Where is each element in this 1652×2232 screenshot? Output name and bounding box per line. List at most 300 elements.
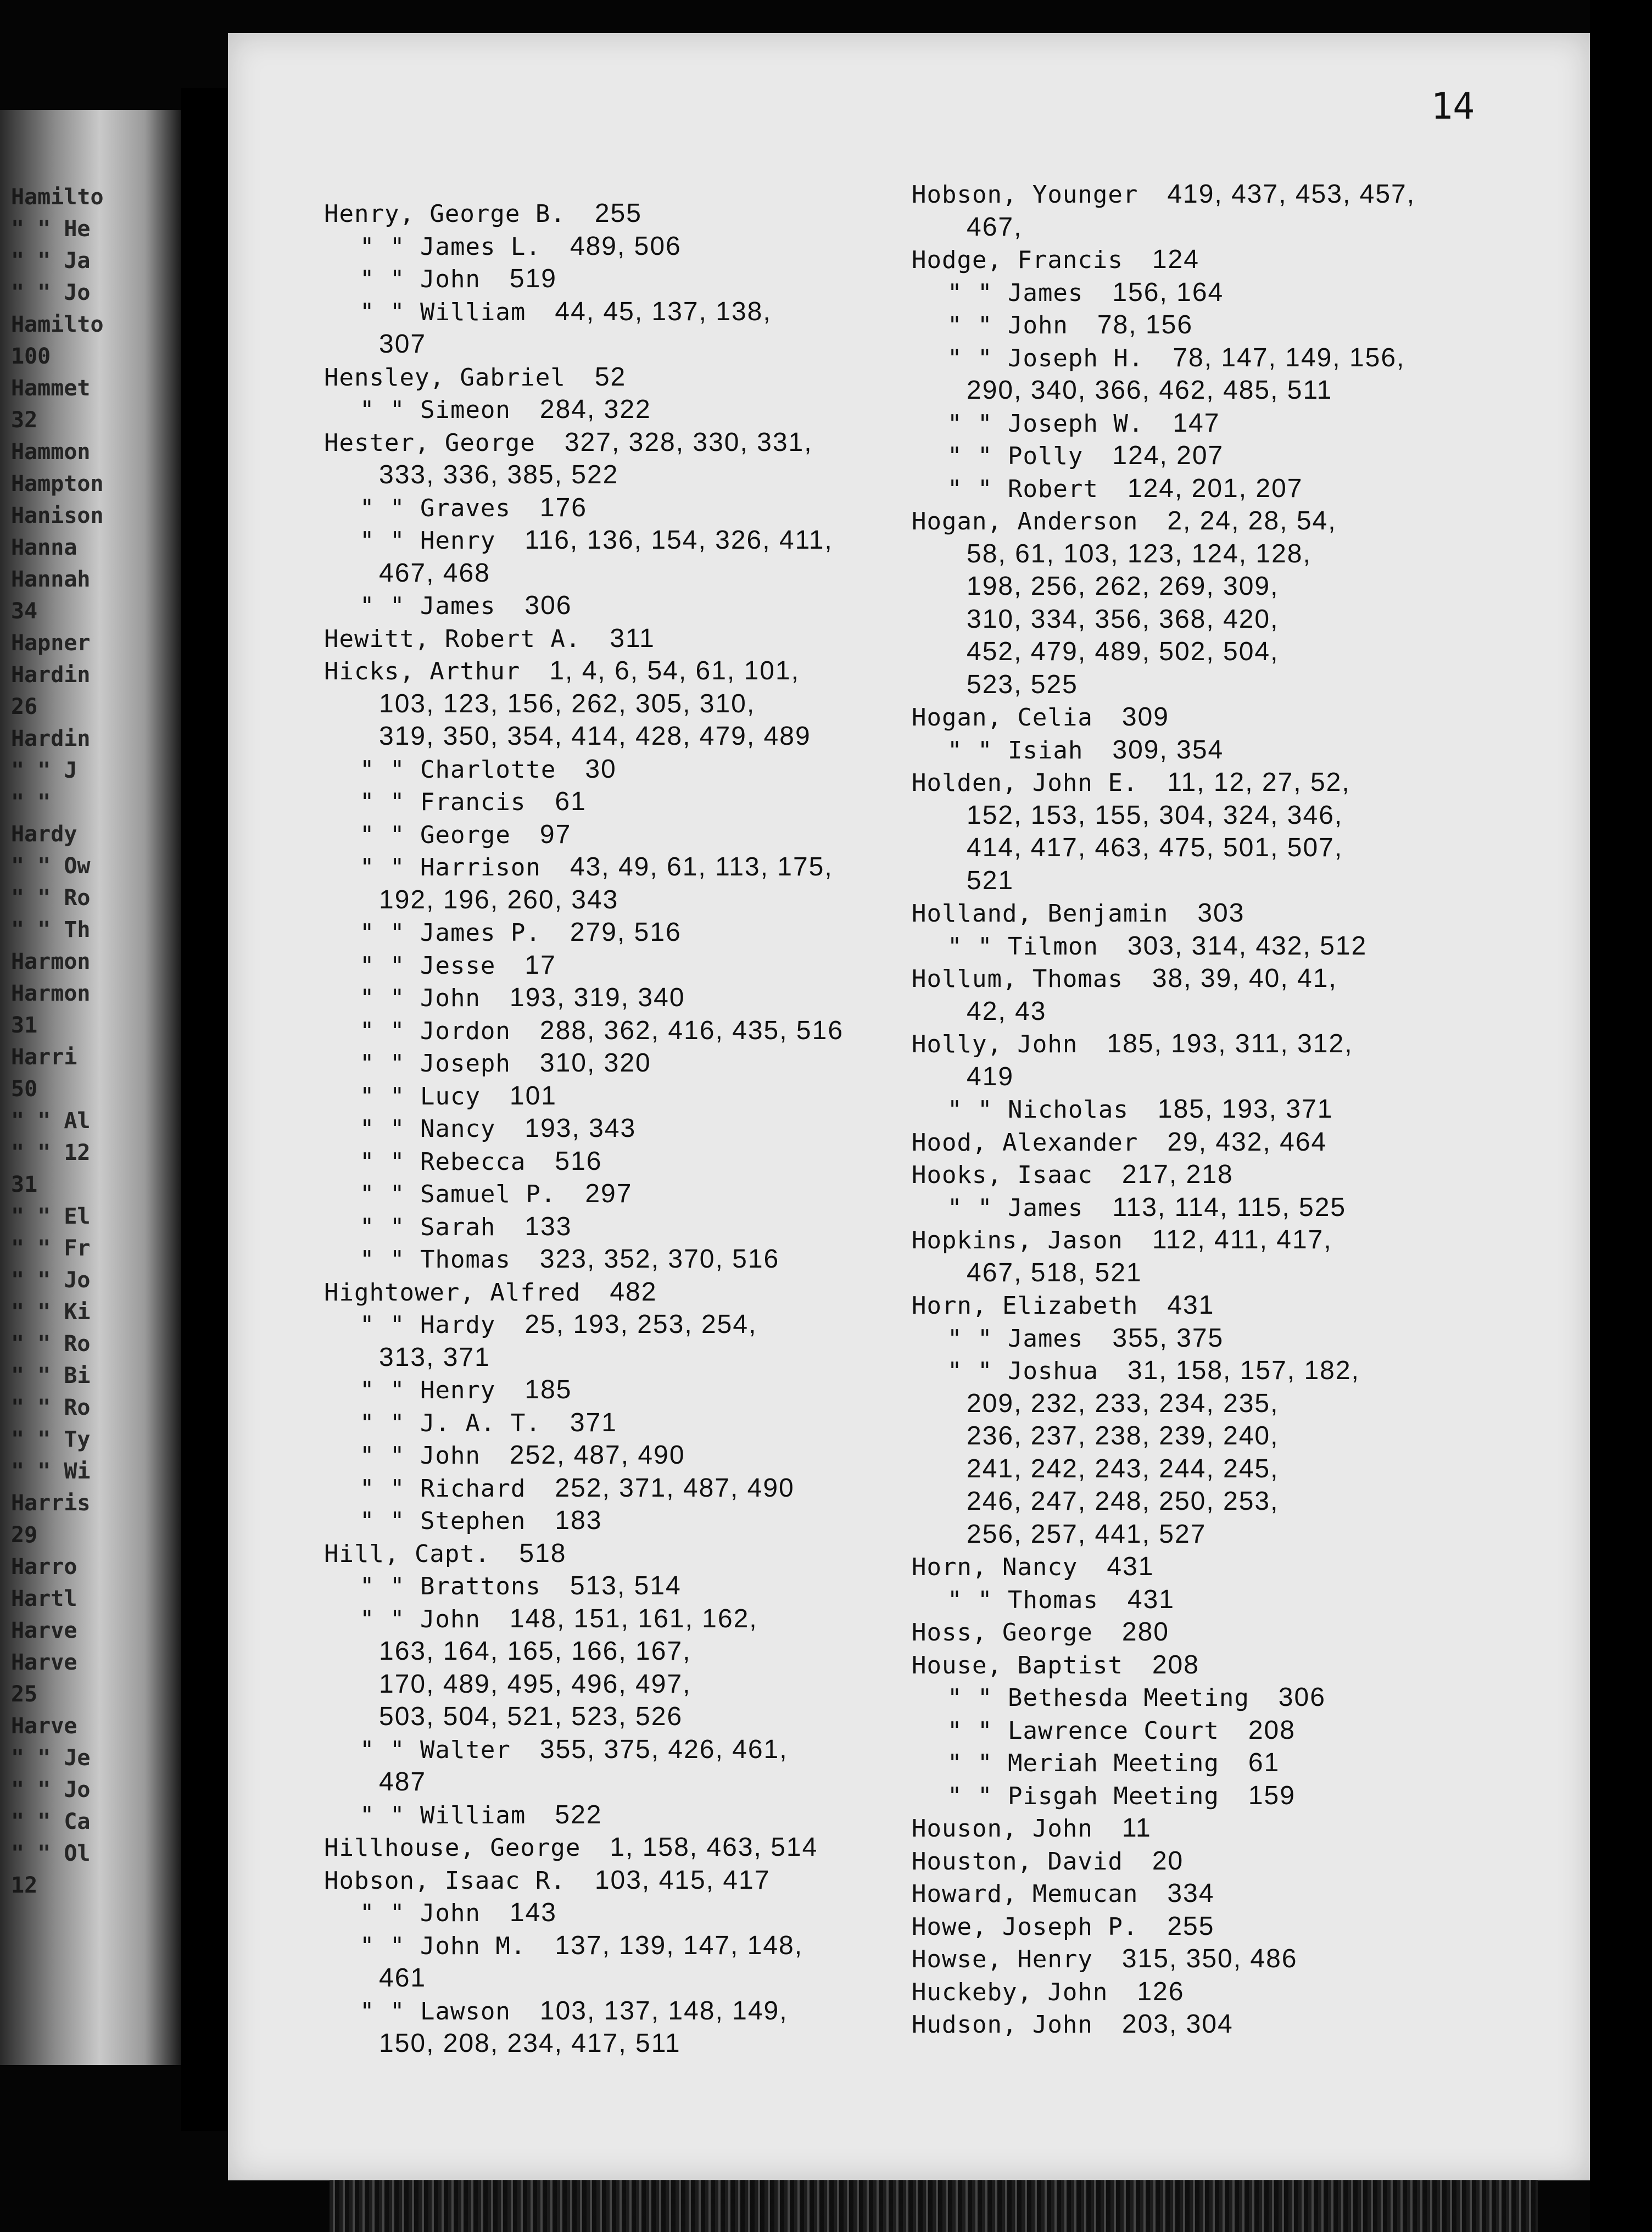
entry-pages: 11 — [1121, 1814, 1152, 1843]
index-entry — [324, 1439, 901, 1472]
index-entry — [324, 1309, 901, 1342]
entry-pages: 203, 304 — [1121, 2010, 1234, 2039]
index-entry — [324, 1243, 901, 1276]
entry-pages: 52 — [594, 362, 627, 392]
index-entry — [912, 505, 1543, 538]
previous-page-fragment: Hartl — [11, 1586, 77, 1611]
entry-name: Hensley, Gabriel — [324, 363, 566, 392]
index-entry-continuation — [912, 996, 1543, 1029]
entry-pages: 255 — [1167, 1911, 1215, 1941]
index-entry-continuation — [912, 1519, 1543, 1552]
entry-pages: 25, 193, 253, 254, — [524, 1310, 757, 1339]
entry-pages: 519 — [509, 264, 557, 293]
index-entry-continuation — [912, 604, 1543, 637]
entry-pages: 327, 328, 330, 331, — [564, 427, 813, 457]
index-entry-continuation — [324, 459, 901, 492]
entry-name: " " Robert — [947, 475, 1098, 503]
index-entry — [912, 1028, 1543, 1061]
entry-pages: 78, 147, 149, 156, — [1173, 343, 1405, 372]
entry-pages: 185 — [524, 1375, 572, 1404]
entry-pages: 513, 514 — [570, 1571, 682, 1600]
entry-pages: 124, 207 — [1112, 441, 1224, 470]
index-entry — [324, 1080, 901, 1113]
index-entry — [912, 1747, 1543, 1780]
index-entry — [912, 767, 1543, 800]
previous-page-fragment: " " Ro — [11, 1395, 91, 1420]
index-entry-continuation — [912, 800, 1543, 833]
index-entry-continuation — [324, 1669, 901, 1701]
index-entry — [324, 950, 901, 983]
entry-name: " " Lawson — [360, 1997, 511, 2025]
index-entry — [324, 590, 901, 623]
entry-pages: 150, 208, 234, 417, 511 — [379, 2029, 681, 2058]
entry-pages: 288, 362, 416, 435, 516 — [539, 1015, 844, 1045]
entry-pages: 279, 516 — [570, 918, 682, 947]
entry-pages: 284, 322 — [539, 395, 651, 424]
previous-page-fragment: Hanna — [11, 535, 77, 560]
previous-page-fragment: 100 — [11, 344, 51, 369]
entry-name: Hopkins, Jason — [912, 1226, 1123, 1254]
entry-name: " " George — [360, 821, 511, 849]
entry-pages: 307 — [379, 330, 427, 359]
previous-page-fragment: Hammet — [11, 376, 91, 401]
previous-page-fragment: Hardy — [11, 822, 77, 847]
entry-name: " " James L. — [360, 232, 541, 261]
index-entry — [324, 1995, 901, 2028]
index-entry — [912, 2008, 1543, 2041]
previous-page-fragment: Hamilto — [11, 312, 104, 337]
entry-pages: 467, 518, 521 — [967, 1258, 1142, 1287]
entry-pages: 103, 415, 417 — [594, 1865, 771, 1895]
entry-pages: 355, 375 — [1112, 1323, 1224, 1353]
entry-pages: 137, 139, 147, 148, — [555, 1930, 803, 1960]
index-entry — [912, 342, 1543, 375]
entry-name: Hollum, Thomas — [912, 965, 1123, 993]
entry-name: " " John M. — [360, 1932, 526, 1960]
index-entry — [324, 982, 901, 1015]
entry-pages: 29, 432, 464 — [1167, 1127, 1327, 1157]
entry-pages: 126 — [1137, 1977, 1185, 2006]
entry-pages: 170, 489, 495, 496, 497, — [379, 1669, 691, 1699]
entry-name: " " Richard — [360, 1474, 526, 1503]
index-entry — [912, 1323, 1543, 1355]
entry-pages: 290, 340, 366, 462, 485, 511 — [967, 376, 1333, 405]
index-entry — [324, 1407, 901, 1440]
index-entry — [324, 1047, 901, 1080]
previous-page-fragment: 26 — [11, 694, 38, 719]
previous-page-fragment: 31 — [11, 1013, 38, 1038]
index-entry-continuation — [324, 688, 901, 721]
entry-pages: 311 — [610, 623, 655, 653]
previous-page-fragment: 50 — [11, 1076, 38, 1102]
entry-name: " " John — [360, 265, 481, 293]
entry-pages: 11, 12, 27, 52, — [1167, 768, 1350, 797]
previous-page-fragment: Harris — [11, 1491, 91, 1516]
index-entry-continuation — [912, 538, 1543, 571]
entry-pages: 518 — [519, 1538, 567, 1568]
index-entry-continuation — [324, 328, 901, 361]
entry-name: " " Tilmon — [947, 932, 1098, 961]
previous-page-fragment: " " Je — [11, 1745, 91, 1771]
entry-pages: 208 — [1152, 1650, 1199, 1679]
index-entry-continuation — [912, 865, 1543, 898]
entry-pages: 487 — [379, 1767, 427, 1796]
entry-name: Horn, Nancy — [912, 1553, 1078, 1581]
index-entry — [324, 263, 901, 296]
index-entry — [324, 1146, 901, 1179]
index-entry — [912, 1584, 1543, 1617]
previous-page-fragment: 12 — [11, 1873, 38, 1898]
index-entry — [912, 930, 1543, 963]
index-entry — [324, 198, 901, 231]
index-entry-continuation — [912, 1453, 1543, 1486]
entry-pages: 44, 45, 137, 138, — [555, 297, 772, 326]
previous-page-fragment: " " Ca — [11, 1809, 91, 1834]
index-entry — [912, 1126, 1543, 1159]
entry-name: Hillhouse, George — [324, 1834, 581, 1862]
index-entry-continuation — [324, 884, 901, 917]
entry-name: " " Stephen — [360, 1507, 526, 1535]
entry-pages: 43, 49, 61, 113, 175, — [570, 852, 833, 881]
entry-pages: 419, 437, 453, 457, — [1167, 180, 1416, 209]
entry-pages: 2, 24, 28, 54, — [1167, 506, 1337, 535]
entry-pages: 461 — [379, 1963, 427, 1993]
index-entry — [912, 178, 1543, 211]
previous-page-fragment: " " Fr — [11, 1236, 91, 1261]
index-entry — [324, 1570, 901, 1603]
index-entry — [912, 1290, 1543, 1323]
index-entry — [912, 440, 1543, 473]
entry-pages: 101 — [509, 1081, 557, 1111]
index-entry — [912, 1976, 1543, 2009]
index-entry — [324, 754, 901, 786]
entry-name: " " Graves — [360, 494, 511, 522]
entry-name: " " William — [360, 298, 526, 326]
entry-name: " " Henry — [360, 1376, 496, 1404]
index-entry-continuation — [912, 1257, 1543, 1290]
entry-name: " " Thomas — [947, 1586, 1098, 1614]
entry-pages: 246, 247, 248, 250, 253, — [967, 1487, 1279, 1516]
entry-name: Howe, Joseph P. — [912, 1912, 1138, 1941]
entry-pages: 309, 354 — [1112, 735, 1224, 765]
entry-name: Holly, John — [912, 1030, 1078, 1058]
index-entry-continuation — [912, 1388, 1543, 1421]
previous-page-fragment: " " 12 — [11, 1140, 91, 1165]
previous-page-fragment: Harri — [11, 1045, 77, 1070]
index-entry — [912, 1355, 1543, 1388]
entry-pages: 1, 158, 463, 514 — [610, 1833, 818, 1862]
index-entry — [912, 244, 1543, 277]
index-entry — [324, 1211, 901, 1244]
entry-pages: 482 — [610, 1277, 657, 1307]
index-entry — [912, 408, 1543, 440]
previous-page-fragment: Hammon — [11, 439, 91, 465]
index-entry — [912, 1192, 1543, 1225]
entry-pages: 17 — [524, 950, 556, 980]
index-entry — [324, 1865, 901, 1898]
entry-name: " " Joshua — [947, 1357, 1098, 1385]
entry-name: " " John — [360, 1899, 481, 1927]
entry-name: " " Joseph H. — [947, 344, 1144, 372]
index-entry — [912, 1551, 1543, 1584]
entry-name: " " J. A. T. — [360, 1409, 541, 1437]
entry-name: " " Lawrence Court — [947, 1716, 1219, 1745]
scan-noise — [330, 2180, 1538, 2232]
entry-name: " " James P. — [360, 919, 541, 947]
entry-pages: 522 — [555, 1800, 602, 1829]
index-entry — [912, 1911, 1543, 1944]
entry-name: " " Harrison — [360, 853, 541, 881]
entry-pages: 30 — [585, 754, 617, 784]
entry-pages: 192, 196, 260, 343 — [379, 885, 619, 914]
entry-pages: 303 — [1197, 899, 1245, 928]
index-entry-continuation — [912, 571, 1543, 604]
previous-page-fragment: " " He — [11, 216, 91, 242]
entry-pages: 297 — [585, 1179, 633, 1208]
entry-pages: 163, 164, 165, 166, 167, — [379, 1637, 691, 1666]
entry-name: Henry, George B. — [324, 200, 566, 228]
entry-pages: 252, 371, 487, 490 — [555, 1473, 795, 1503]
entry-pages: 1, 4, 6, 54, 61, 101, — [549, 656, 800, 685]
previous-page-fragment: Harve — [11, 1650, 77, 1675]
index-entry — [912, 473, 1543, 506]
index-entry — [324, 1178, 901, 1211]
index-entry — [912, 309, 1543, 342]
entry-name: " " John — [360, 984, 481, 1012]
entry-name: " " James — [947, 1193, 1084, 1222]
index-entry-continuation — [912, 1486, 1543, 1519]
entry-name: " " John — [360, 1442, 481, 1470]
entry-pages: 143 — [509, 1898, 557, 1927]
entry-name: " " James — [947, 1324, 1084, 1353]
entry-pages: 176 — [539, 493, 587, 522]
entry-pages: 467, 468 — [379, 558, 490, 588]
previous-page-fragment: Hamilto — [11, 185, 104, 210]
entry-pages: 152, 153, 155, 304, 324, 346, — [967, 800, 1343, 830]
index-entry-continuation — [324, 1342, 901, 1375]
entry-name: " " Nancy — [360, 1115, 496, 1143]
entry-pages: 306 — [1278, 1683, 1326, 1712]
index-entry — [912, 897, 1543, 930]
previous-page-fragment: " " Th — [11, 917, 91, 942]
entry-pages: 371 — [570, 1408, 617, 1437]
page-number: 14 — [1431, 85, 1475, 127]
index-entry — [324, 427, 901, 460]
index-entry — [912, 1649, 1543, 1682]
entry-pages: 112, 411, 417, — [1152, 1225, 1332, 1254]
index-entry — [324, 786, 901, 819]
entry-pages: 148, 151, 161, 162, — [509, 1604, 758, 1633]
entry-pages: 467, — [967, 212, 1023, 242]
entry-name: Huckeby, John — [912, 1978, 1108, 2006]
entry-pages: 452, 479, 489, 502, 504, — [967, 637, 1279, 666]
previous-page-fragment: Hanison — [11, 503, 104, 528]
index-entry — [912, 701, 1543, 734]
entry-name: " " Joseph W. — [947, 409, 1144, 438]
entry-pages: 303, 314, 432, 512 — [1127, 931, 1368, 961]
entry-name: " " Henry — [360, 527, 496, 555]
entry-pages: 156, 164 — [1112, 277, 1224, 307]
entry-pages: 58, 61, 103, 123, 124, 128, — [967, 539, 1311, 568]
entry-name: Hodge, Francis — [912, 246, 1123, 274]
previous-page-fragment: " " Ki — [11, 1299, 91, 1325]
entry-name: " " Francis — [360, 788, 526, 816]
entry-name: Hobson, Younger — [912, 181, 1138, 209]
entry-pages: 516 — [555, 1146, 602, 1176]
previous-page-fragment: 34 — [11, 599, 38, 624]
index-entry — [912, 1943, 1543, 1976]
previous-page-fragment: Hannah — [11, 567, 91, 592]
index-entry-continuation — [912, 669, 1543, 702]
entry-pages: 209, 232, 233, 234, 235, — [967, 1388, 1279, 1418]
entry-pages: 193, 319, 340 — [509, 983, 685, 1012]
entry-name: Houston, David — [912, 1847, 1123, 1876]
previous-page-fragment: Hampton — [11, 471, 104, 496]
entry-name: " " James — [360, 592, 496, 620]
entry-pages: 185, 193, 311, 312, — [1107, 1029, 1353, 1058]
index-entry — [324, 394, 901, 427]
index-entry-continuation — [324, 1962, 901, 1995]
previous-page-fragment: " " Al — [11, 1108, 91, 1134]
previous-page-fragment: 25 — [11, 1682, 38, 1707]
previous-page-fragment: 31 — [11, 1172, 38, 1197]
index-entry — [324, 1832, 901, 1865]
index-entry-continuation — [324, 1766, 901, 1799]
previous-page-fragment: Harmon — [11, 949, 91, 974]
entry-pages: 61 — [555, 787, 587, 816]
entry-pages: 503, 504, 521, 523, 526 — [379, 1702, 683, 1731]
index-entry — [912, 1682, 1543, 1715]
index-entry — [324, 1799, 901, 1832]
entry-name: " " Hardy — [360, 1311, 496, 1339]
index-entry — [912, 1224, 1543, 1257]
previous-page-fragment: Harve — [11, 1618, 77, 1643]
entry-pages: 31, 158, 157, 182, — [1127, 1356, 1360, 1385]
entry-name: " " Isiah — [947, 736, 1084, 765]
index-entry-continuation — [324, 557, 901, 590]
entry-pages: 113, 114, 115, 525 — [1112, 1192, 1347, 1222]
entry-pages: 193, 343 — [524, 1114, 637, 1143]
entry-pages: 309 — [1121, 702, 1169, 732]
entry-name: Hooks, Isaac — [912, 1161, 1093, 1189]
index-entry — [912, 1159, 1543, 1192]
index-entry-continuation — [324, 2028, 901, 2061]
entry-pages: 323, 352, 370, 516 — [539, 1245, 780, 1274]
entry-name: Hicks, Arthur — [324, 657, 521, 685]
entry-name: " " Pisgah Meeting — [947, 1782, 1219, 1810]
entry-pages: 208 — [1248, 1715, 1296, 1745]
entry-name: " " William — [360, 1801, 526, 1829]
entry-pages: 431 — [1167, 1291, 1215, 1320]
entry-pages: 103, 137, 148, 149, — [539, 1996, 788, 2025]
entry-name: " " Polly — [947, 442, 1084, 470]
entry-pages: 241, 242, 243, 244, 245, — [967, 1454, 1279, 1483]
entry-name: " " John — [947, 311, 1068, 339]
entry-pages: 319, 350, 354, 414, 428, 479, 489 — [379, 722, 811, 751]
entry-name: Howard, Memucan — [912, 1880, 1138, 1908]
entry-pages: 38, 39, 40, 41, — [1152, 964, 1337, 993]
entry-pages: 523, 525 — [967, 669, 1078, 699]
index-entry-continuation — [912, 832, 1543, 865]
index-entry — [912, 1812, 1543, 1845]
previous-page-fragment: " " Jo — [11, 1777, 91, 1803]
index-entry-continuation — [912, 636, 1543, 669]
entry-name: Hudson, John — [912, 2011, 1093, 2039]
index-entry-continuation — [912, 211, 1543, 244]
previous-page-fragment: " " El — [11, 1204, 91, 1229]
previous-page-fragment: " " Bi — [11, 1363, 91, 1388]
previous-page-fragment: Hapner — [11, 630, 91, 656]
entry-name: " " Simeon — [360, 396, 511, 424]
entry-name: " " Rebecca — [360, 1147, 526, 1176]
index-entry-continuation — [324, 1701, 901, 1734]
entry-name: " " Lucy — [360, 1082, 481, 1111]
entry-pages: 355, 375, 426, 461, — [539, 1734, 788, 1764]
entry-pages: 306 — [524, 591, 572, 620]
index-entry — [324, 492, 901, 525]
entry-pages: 255 — [594, 199, 642, 228]
previous-page-fragment: " " Ow — [11, 853, 91, 879]
index-entry — [324, 851, 901, 884]
entry-name: Hewitt, Robert A. — [324, 624, 581, 653]
index-entry — [324, 917, 901, 950]
entry-name: Hester, George — [324, 428, 535, 457]
left-index-column — [324, 198, 901, 2061]
index-entry-continuation — [912, 1420, 1543, 1453]
entry-name: " " John — [360, 1605, 481, 1633]
entry-pages: 198, 256, 262, 269, 309, — [967, 572, 1279, 601]
previous-page-fragment: " " Ro — [11, 1331, 91, 1357]
previous-page-fragment: 32 — [11, 408, 38, 433]
entry-name: Hoss, George — [912, 1619, 1093, 1647]
entry-name: " " Charlotte — [360, 755, 556, 784]
right-index-column — [912, 178, 1543, 2041]
entry-pages: 42, 43 — [967, 996, 1047, 1026]
index-entry — [324, 524, 901, 557]
index-entry — [912, 1878, 1543, 1911]
index-entry-continuation — [324, 1636, 901, 1669]
entry-name: Hightower, Alfred — [324, 1278, 581, 1307]
index-entry — [324, 655, 901, 688]
previous-page-edge — [0, 110, 181, 2065]
entry-pages: 419 — [967, 1062, 1014, 1091]
entry-pages: 252, 487, 490 — [509, 1441, 685, 1470]
entry-pages: 315, 350, 486 — [1121, 1944, 1298, 1973]
index-entry-continuation — [324, 721, 901, 754]
index-entry — [324, 819, 901, 852]
entry-pages: 431 — [1127, 1584, 1175, 1614]
entry-name: Holland, Benjamin — [912, 900, 1169, 928]
index-entry — [324, 1276, 901, 1309]
entry-name: " " Samuel P. — [360, 1180, 556, 1208]
previous-page-fragment: Harro — [11, 1554, 77, 1580]
entry-pages: 489, 506 — [570, 231, 682, 261]
entry-pages: 280 — [1121, 1617, 1169, 1647]
index-entry-continuation — [912, 375, 1543, 408]
index-entry — [324, 1603, 901, 1636]
scan-border — [1590, 0, 1652, 2232]
entry-name: " " Jordon — [360, 1017, 511, 1045]
previous-page-fragment: Hardin — [11, 662, 91, 688]
entry-pages: 124 — [1152, 245, 1199, 274]
entry-pages: 431 — [1107, 1552, 1154, 1581]
previous-page-fragment: Harve — [11, 1714, 77, 1739]
entry-pages: 159 — [1248, 1781, 1296, 1810]
previous-page-fragment: " " Ro — [11, 885, 91, 911]
index-entry — [324, 1113, 901, 1146]
index-entry — [324, 1538, 901, 1571]
entry-pages: 310, 334, 356, 368, 420, — [967, 604, 1279, 634]
